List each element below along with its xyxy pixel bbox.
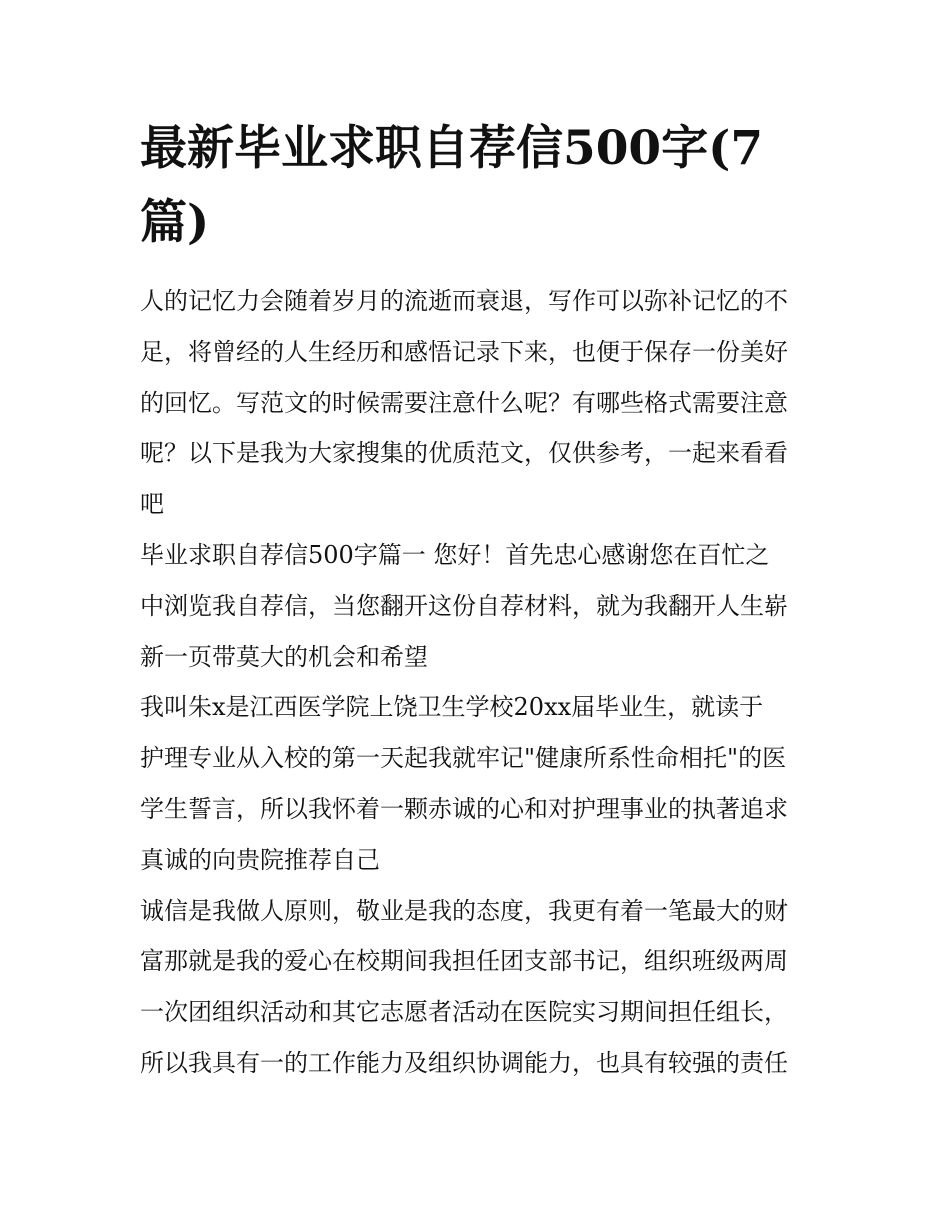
body-line: 护理专业从入校的第一天起我就牢记"健康所系性命相托"的医: [140, 744, 787, 773]
document-body: [140, 276, 820, 1089]
body-line: 新一页带莫大的机会和希望: [140, 642, 428, 671]
document-title: [140, 112, 820, 260]
body-line: 呢？以下是我为大家搜集的优质范文，仅供参考，一起来看看: [140, 439, 788, 468]
body-line: 足，将曾经的人生经历和感悟记录下来，也便于保存一份美好: [140, 337, 788, 366]
title-line: 篇): [140, 195, 210, 250]
body-line: 的回忆。写范文的时候需要注意什么呢？有哪些格式需要注意: [140, 388, 788, 417]
body-line: 一次团组织活动和其它志愿者活动在医院实习期间担任组长，: [140, 998, 788, 1027]
body-line: 吧: [140, 490, 164, 519]
body-line: 我叫朱x是江西医学院上饶卫生学校20xx届毕业生，就读于: [140, 693, 764, 722]
body-line: 中浏览我自荐信，当您翻开这份自荐材料，就为我翻开人生崭: [140, 591, 788, 620]
title-line: 最新毕业求职自荐信500字(7: [140, 121, 764, 176]
body-line: 人的记忆力会随着岁月的流逝而衰退，写作可以弥补记忆的不: [140, 287, 788, 315]
body-line: 真诚的向贵院推荐自己: [140, 845, 380, 874]
body-line: 毕业求职自荐信500字篇一 您好！首先忠心感谢您在百忙之: [140, 540, 770, 569]
body-line: 富那就是我的爱心在校期间我担任团支部书记，组织班级两周: [140, 947, 788, 976]
body-line: 学生誓言，所以我怀着一颗赤诚的心和对护理事业的执著追求: [140, 794, 788, 823]
body-line: 所以我具有一的工作能力及组织协调能力，也具有较强的责任: [140, 1048, 788, 1077]
body-line: 诚信是我做人原则，敬业是我的态度，我更有着一笔最大的财: [140, 896, 788, 925]
